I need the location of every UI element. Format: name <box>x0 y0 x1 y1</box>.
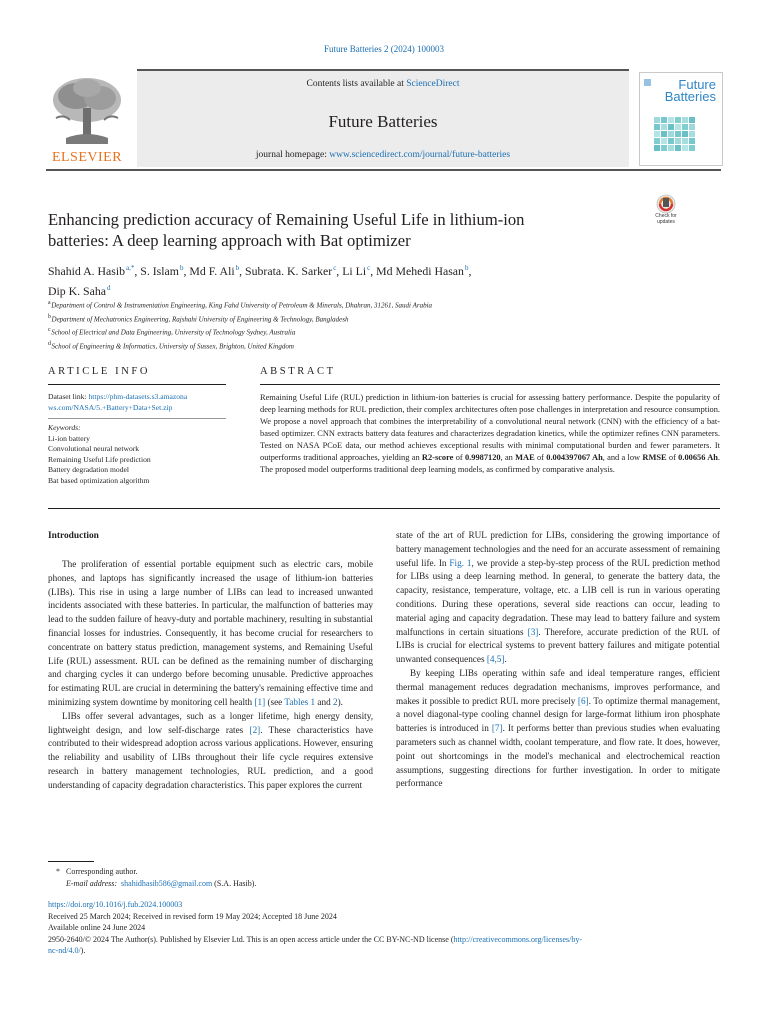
header-bottom-rule <box>46 169 721 171</box>
sciencedirect-link[interactable]: ScienceDirect <box>406 79 460 89</box>
keywords-block <box>48 423 228 487</box>
paragraph-text: and <box>315 696 333 707</box>
corresponding-line <box>56 866 456 878</box>
dataset-label: Dataset link: <box>48 392 89 401</box>
dataset-link-cont[interactable]: ws.com/NASA/5.+Battery+Data+Set.zip <box>48 402 173 412</box>
affiliation-text: School of Engineering & Informatics, University of Sussex, Brighton, United Kingdom <box>51 342 294 351</box>
citation-link[interactable]: [2] <box>249 724 261 735</box>
email-label: E-mail address: <box>66 878 118 888</box>
paragraph-text: . These characteristics have contributed to their widespread adoption across various applications. However, ensuring the reliability and usability of LIBs throughout their life cycle requires extensive research in battery management technologies, RUL prediction, and a good understanding of capacity degradation characteristics. This paper explores the current <box>48 724 373 790</box>
abstract-body <box>260 392 720 476</box>
affiliation-item <box>48 325 728 339</box>
affiliation-item <box>48 339 728 353</box>
contents-line <box>137 79 629 89</box>
keyword-item: Li-ion battery <box>48 433 90 443</box>
affiliation-text: School of Electrical and Data Engineering, University of Technology Sydney, Australia <box>51 328 296 337</box>
author-name: Li Li <box>342 263 367 278</box>
keyword-item: Battery degradation model <box>48 465 129 475</box>
mae-label: MAE <box>515 453 535 462</box>
author-affil-sup[interactable]: d <box>107 283 111 292</box>
paper-title-line1: Enhancing prediction accuracy of Remaining Useful Life in lithium-ion <box>48 210 525 229</box>
abstract-text: . The proposed model outperforms traditional deep learning models, as confirmed by comparative analysis. <box>260 453 721 474</box>
r2-value: 0.9987120 <box>464 453 501 462</box>
abstract-text: of <box>666 453 679 462</box>
email-line <box>56 878 456 890</box>
author-name: Md Mehedi Hasan <box>376 263 464 278</box>
journal-cover-thumbnail[interactable] <box>639 72 723 166</box>
affiliation-text: Department of Control & Instrumentation Engineering, King Fahd University of Petroleum & Minerals, Dhahran, 31261, Saudi Arabia <box>51 301 433 310</box>
check-updates-label <box>651 214 681 225</box>
paragraph <box>48 710 373 793</box>
elsevier-tree-icon <box>46 74 128 148</box>
corresponding-footnote <box>56 866 456 889</box>
author-name: Subrata. K. Sarker <box>245 263 333 278</box>
check-updates-line1: Check for <box>655 213 677 219</box>
citation-link[interactable]: [4,5] <box>486 654 505 665</box>
cover-title <box>665 79 716 103</box>
check-updates-icon <box>651 194 681 214</box>
author-line-2 <box>48 280 648 300</box>
footnote-rule <box>48 861 94 862</box>
affiliation-item <box>48 298 728 312</box>
figure-link[interactable]: Fig. 1 <box>449 557 472 568</box>
available-online: Available online 24 June 2024 <box>48 923 146 932</box>
keyword-item: Convolutional neural network <box>48 444 140 454</box>
paper-title <box>48 210 638 251</box>
author-affil-sup[interactable]: b <box>179 264 184 272</box>
journal-title: Future Batteries <box>328 112 438 131</box>
affiliation-sup: a <box>48 300 51 306</box>
author-name: Shahid A. Hasib <box>48 263 126 278</box>
author-affil-sup[interactable]: b <box>235 264 240 272</box>
dataset-rule <box>48 418 226 419</box>
paragraph-text: The proliferation of essential portable equipment such as electric cars, mobile phones, and laptops has significantly increased the usage of lithium-ion batteries (LIBs). This rise in using a large number of LIBs can lead to increased unwanted incidents associated with these batteries. In particular, the malfunction of batteries may lead to the sudden failure of heavy-duty and portable machinery, resulting in substantial financial losses for industries. Consequently, it has become crucial for researchers to concentrate on battery status prediction, management systems, and Remaining Useful Life (RUL) assessment. RUL can be defined as the remaining number of discharging and charging cycles it can undergo before becoming unusable. Predictive approaches for estimating RUL are crucial in determining the battery's remaining effective time and minimizing system downtime by monitoring cell health <box>48 559 373 707</box>
table-link[interactable]: Tables 1 <box>284 696 316 707</box>
affiliation-sup: b <box>48 313 51 320</box>
email-suffix: (S.A. Hasib). <box>212 878 257 888</box>
abstract-rule <box>260 384 720 385</box>
paragraph-text: ). <box>337 696 343 707</box>
paragraph-text: LIBs offer several advantages, such as a longer lifetime, high energy density, lightweight design, and low self-discharge rates <box>48 710 373 735</box>
header-top-rule <box>137 69 629 71</box>
author-affil-sup[interactable]: c <box>333 264 337 272</box>
paragraph <box>48 558 373 710</box>
article-info-rule <box>48 384 226 385</box>
paper-title-line2: batteries: A deep learning approach with Bat optimizer <box>48 230 411 250</box>
citation-link[interactable]: [3] <box>527 626 539 637</box>
author-affil-sup[interactable]: b <box>464 264 469 272</box>
author-affil-sup[interactable]: c <box>367 264 371 272</box>
cover-title-line1: Future <box>678 77 716 92</box>
homepage-prefix: journal homepage: <box>255 150 330 160</box>
email-link[interactable]: shahidhasib586@gmail.com <box>121 878 213 888</box>
affiliation-list <box>48 298 728 353</box>
table-link[interactable]: 2 <box>332 696 338 707</box>
article-footer <box>48 899 723 957</box>
author-line-1: Shahid A. Hasib $^{a,*}$, S. Islam $^b$, Md F. Ali $^b$, Subrata. K. Sarker $^c$, Li Li $^c$, Md Mehedi Hasan $^b$, <box>48 263 472 278</box>
body-column-right <box>396 529 720 791</box>
author-name: Dip K. Saha <box>48 283 106 298</box>
license-text-end: ). <box>80 946 86 955</box>
check-for-updates-badge[interactable] <box>651 194 681 232</box>
affiliation-text: Department of Mechatronics Engineering, Rajshahi University of Engineering & Technology, Bangladesh <box>51 314 349 323</box>
affiliation-sup: d <box>48 340 51 347</box>
paragraph-text: (see <box>265 696 285 707</box>
contents-prefix: Contents lists available at <box>306 79 407 89</box>
keywords-label: Keywords: <box>48 423 81 432</box>
paragraph-text: . Therefore, accurate prediction of the RUL of LIBs is crucial for electrical systems to prevent battery failures and mitigate potential unwanted consequences <box>396 626 720 665</box>
abstract-text: , and a low <box>602 453 643 462</box>
journal-reference[interactable]: Future Batteries 2 (2024) 100003 <box>324 44 444 54</box>
license-link[interactable]: http://creativecommons.org/licenses/by- <box>453 934 582 944</box>
footnote-mark: * <box>56 867 60 876</box>
keyword-item: Bat based optimization algorithm <box>48 475 150 485</box>
license-line <box>48 934 723 946</box>
paragraph <box>396 667 720 791</box>
affiliation-sup: c <box>48 327 51 334</box>
paragraph <box>396 529 720 667</box>
author-name: S. Islam <box>140 263 179 278</box>
abstract-text: , an <box>500 453 516 462</box>
paragraph-text: state of the art of RUL prediction for LIBs, considering the growing importance of battery management technologies and the need for an accurate assessment of remaining useful life. In <box>396 530 720 568</box>
rmse-label: RMSE <box>642 453 667 462</box>
doi-link[interactable]: https://doi.org/10.1016/j.fub.2024.100003 <box>48 900 183 909</box>
paragraph-text: . It performs better than previous studies when evaluating parameters such as channel width, coolant temperature, and flow rate. It does, however, point out shortcomings in the model's mechanical and electrochemical reaction assumptions, suggesting directions for further investigation. In order to mitigate performance <box>396 723 720 789</box>
abstract-text: of <box>534 453 547 462</box>
author-affil-sup[interactable]: a,* <box>126 264 135 272</box>
rmse-value: 0.00656 Ah <box>678 453 718 462</box>
article-info-heading: ARTICLE INFO <box>48 366 151 377</box>
citation-link[interactable]: [6] <box>577 695 589 706</box>
paragraph-text: , we provide a step-by-step process of the RUL prediction method for LIBs using a deep learning method. In general, to generate the battery data, the capacity, resistance, temperature, voltage, etc. a LIB cell is run in various operating conditions. During these operations, several side reactions can occur, leading to material aging and capacity degradation. These may lead to battery failure and system malfunctions in certain situations <box>396 557 720 637</box>
abstract-heading: ABSTRACT <box>260 366 336 377</box>
author-list <box>48 260 648 300</box>
citation-link[interactable]: [7] <box>491 723 503 734</box>
corresponding-text: Corresponding author. <box>66 867 138 876</box>
elsevier-wordmark: ELSEVIER <box>51 150 123 165</box>
abstract-text: Remaining Useful Life (RUL) prediction in lithium-ion batteries is crucial for assessing battery performance. Despite the popularity of deep learning methods for RUL prediction, their complex architectures often pose challenges in interpretation and resource consumption. We propose a novel approach that combines the interpretability of a convolutional neural network (CNN) with the efficiency of a bat-based optimizer. CNN extracts battery data features and characterizes degradation kinetics, while the optimizer refines CNN parameters. Tested on NASA PCoE data, our method achieves exceptional results with minimal computational burden and fewer parameters. It outperforms traditional approaches, yielding an <box>260 393 720 462</box>
citation-link[interactable]: [1] <box>254 696 266 707</box>
r2-label: R2-score <box>421 453 454 462</box>
license-line-2 <box>48 945 723 957</box>
affiliation-item <box>48 312 728 326</box>
journal-homepage-link[interactable]: www.sciencedirect.com/journal/future-batteries <box>329 150 511 160</box>
cover-title-line2: Batteries <box>664 89 716 104</box>
dataset-link[interactable]: https://phm-datasets.s3.amazona <box>88 392 188 401</box>
paragraph-text: By keeping LIBs operating within safe and ideal temperature ranges, efficient thermal management reduces degradation mechanisms, improves performance, and makes it possible to predict RUL more precisely <box>396 667 720 706</box>
dataset-link-block <box>48 392 228 413</box>
journal-homepage-line <box>137 150 629 160</box>
abstract-text: of <box>453 453 465 462</box>
license-link-cont[interactable]: nc-nd/4.0/ <box>48 946 81 955</box>
keyword-item: Remaining Useful Life prediction <box>48 454 151 464</box>
introduction-heading: Introduction <box>48 531 99 541</box>
check-updates-line2: updates <box>657 218 675 225</box>
mae-value: 0.004397067 Ah <box>546 453 603 462</box>
abstract-bottom-rule <box>48 508 720 509</box>
paragraph-text: . <box>504 654 507 665</box>
paragraph-text: . To optimize thermal management, a novel diagonal-type cooling channel design for large-format lithium iron phosphate batteries is introduced in <box>396 695 721 734</box>
body-column-left <box>48 558 373 793</box>
author-name: Md F. Ali <box>189 263 235 278</box>
license-text: 2950-2640/© 2024 The Author(s). Published by Elsevier Ltd. This is an open access article under the CC BY-NC-ND license ( <box>48 934 454 944</box>
received-dates: Received 25 March 2024; Received in revised form 19 May 2024; Accepted 18 June 2024 <box>48 911 337 921</box>
